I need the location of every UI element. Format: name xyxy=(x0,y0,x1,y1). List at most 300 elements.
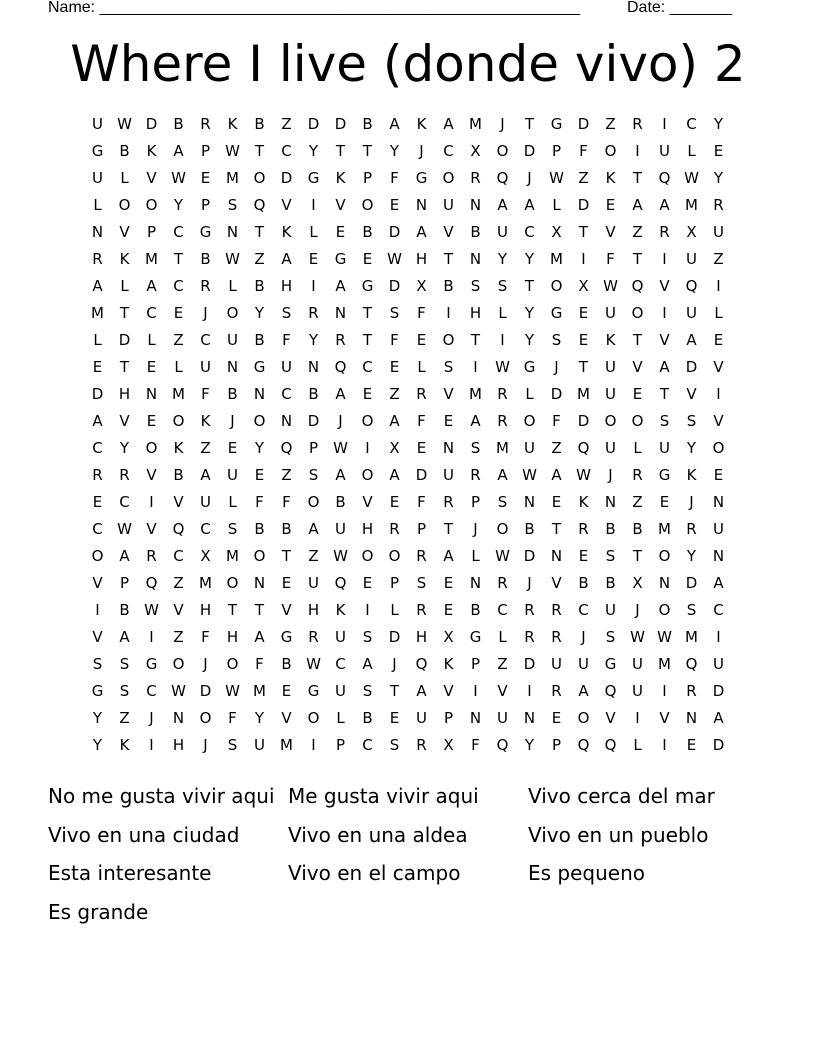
page-title: Where I live (donde vivo) 2 xyxy=(70,35,746,93)
grid-letter: T xyxy=(362,331,373,349)
grid-letter: R xyxy=(686,520,697,538)
grid-letter: L xyxy=(552,196,561,214)
grid-letter: N xyxy=(280,412,293,430)
grid-letter: G xyxy=(307,682,320,700)
grid-letter: J xyxy=(392,655,397,673)
grid-letter: L xyxy=(93,331,102,349)
grid-letter: F xyxy=(282,493,291,511)
grid-letter: S xyxy=(227,196,238,214)
grid-letter: P xyxy=(200,196,211,214)
grid-letter: T xyxy=(335,142,346,160)
grid-letter: R xyxy=(497,574,508,592)
grid-letter: H xyxy=(469,304,482,322)
grid-letter: U xyxy=(335,628,346,646)
grid-letter: O xyxy=(550,277,563,295)
grid-letter: W xyxy=(630,628,645,646)
grid-letter: Y xyxy=(524,304,535,322)
grid-letter: Z xyxy=(551,439,562,457)
grid-letter: T xyxy=(254,223,265,241)
grid-letter: A xyxy=(92,412,103,430)
grid-letter: F xyxy=(390,169,399,187)
grid-letter: E xyxy=(578,331,589,349)
grid-letter: F xyxy=(471,736,480,754)
grid-letter: E xyxy=(281,574,292,592)
grid-letter: K xyxy=(605,169,616,187)
grid-letter: R xyxy=(416,736,427,754)
grid-letter: R xyxy=(416,601,427,619)
grid-letter: P xyxy=(146,223,157,241)
grid-letter: U xyxy=(308,574,319,592)
grid-letter: V xyxy=(362,493,373,511)
header xyxy=(48,0,748,20)
grid-letter: O xyxy=(496,142,509,160)
grid-letter: G xyxy=(307,169,320,187)
grid-letter: S xyxy=(470,439,481,457)
grid-letter: M xyxy=(685,628,698,646)
grid-letter: U xyxy=(605,601,616,619)
grid-letter: P xyxy=(308,439,319,457)
grid-letter: O xyxy=(172,655,185,673)
grid-row xyxy=(84,627,732,654)
grid-letter: E xyxy=(389,709,400,727)
grid-letter: S xyxy=(362,682,373,700)
grid-letter: Y xyxy=(119,439,130,457)
grid-letter: V xyxy=(713,358,724,376)
grid-letter: Y xyxy=(686,547,697,565)
grid-letter: A xyxy=(281,250,292,268)
grid-letter: T xyxy=(281,547,292,565)
grid-letter: O xyxy=(253,169,266,187)
grid-letter: A xyxy=(335,385,346,403)
grid-letter: W xyxy=(603,277,618,295)
grid-letter: A xyxy=(443,547,454,565)
grid-letter: B xyxy=(524,520,535,538)
grid-letter: J xyxy=(500,115,505,133)
grid-letter: V xyxy=(173,601,184,619)
grid-letter: J xyxy=(527,574,532,592)
grid-letter: Y xyxy=(686,439,697,457)
grid-letter: B xyxy=(605,520,616,538)
grid-row xyxy=(84,303,732,330)
grid-letter: W xyxy=(306,655,321,673)
grid-letter: W xyxy=(495,547,510,565)
grid-row xyxy=(84,357,732,384)
grid-letter: P xyxy=(335,736,346,754)
grid-letter: N xyxy=(469,196,482,214)
grid-letter: H xyxy=(226,628,239,646)
grid-letter: J xyxy=(230,412,235,430)
grid-letter: F xyxy=(552,412,561,430)
grid-letter: N xyxy=(415,196,428,214)
grid-letter: I xyxy=(311,736,316,754)
grid-letter: D xyxy=(712,736,725,754)
grid-letter: I xyxy=(662,250,667,268)
grid-letter: A xyxy=(659,196,670,214)
grid-letter: B xyxy=(632,520,643,538)
grid-letter: U xyxy=(92,115,103,133)
grid-letter: K xyxy=(335,169,346,187)
grid-letter: O xyxy=(253,547,266,565)
grid-letter: G xyxy=(91,142,104,160)
grid-letter: D xyxy=(388,277,401,295)
grid-letter: R xyxy=(200,115,211,133)
grid-letter: G xyxy=(415,169,428,187)
grid-letter: R xyxy=(686,682,697,700)
grid-letter: E xyxy=(443,601,454,619)
grid-letter: L xyxy=(336,709,345,727)
grid-letter: Z xyxy=(713,250,724,268)
grid-letter: B xyxy=(173,466,184,484)
grid-letter: A xyxy=(254,628,265,646)
grid-letter: Z xyxy=(389,385,400,403)
grid-letter: H xyxy=(415,250,428,268)
grid-letter: I xyxy=(365,439,370,457)
grid-letter: T xyxy=(362,142,373,160)
grid-letter: Y xyxy=(254,709,265,727)
grid-letter: C xyxy=(173,223,184,241)
grid-letter: E xyxy=(308,250,319,268)
grid-letter: R xyxy=(470,169,481,187)
grid-row xyxy=(84,276,732,303)
grid-letter: S xyxy=(281,304,292,322)
grid-letter: S xyxy=(686,601,697,619)
grid-letter: M xyxy=(577,385,590,403)
grid-letter: D xyxy=(388,223,401,241)
grid-letter: E xyxy=(173,304,184,322)
grid-letter: V xyxy=(281,601,292,619)
grid-letter: O xyxy=(253,412,266,430)
grid-letter: O xyxy=(523,412,536,430)
word-list-item: Vivo en el campo xyxy=(288,861,461,886)
grid-letter: J xyxy=(419,142,424,160)
grid-letter: R xyxy=(551,628,562,646)
grid-letter: G xyxy=(658,466,671,484)
grid-letter: W xyxy=(117,520,132,538)
grid-letter: V xyxy=(281,196,292,214)
grid-letter: M xyxy=(469,115,482,133)
grid-letter: W xyxy=(657,628,672,646)
grid-letter: S xyxy=(686,412,697,430)
grid-letter: N xyxy=(550,547,563,565)
grid-letter: I xyxy=(716,628,721,646)
grid-letter: O xyxy=(226,304,239,322)
grid-letter: T xyxy=(578,223,589,241)
grid-letter: T xyxy=(389,682,400,700)
grid-letter: Q xyxy=(685,277,698,295)
grid-letter: N xyxy=(523,709,536,727)
grid-row xyxy=(84,249,732,276)
grid-letter: L xyxy=(228,493,237,511)
word-list-item: Vivo en una aldea xyxy=(288,822,468,847)
grid-letter: T xyxy=(362,304,373,322)
grid-letter: O xyxy=(631,412,644,430)
grid-letter: W xyxy=(225,142,240,160)
grid-letter: W xyxy=(225,682,240,700)
grid-letter: Z xyxy=(281,466,292,484)
grid-letter: O xyxy=(199,709,212,727)
grid-letter: Z xyxy=(632,223,643,241)
grid-letter: X xyxy=(200,547,211,565)
grid-letter: E xyxy=(632,385,643,403)
grid-letter: D xyxy=(415,466,428,484)
grid-letter: E xyxy=(200,169,211,187)
grid-letter: I xyxy=(149,736,154,754)
grid-letter: C xyxy=(146,682,157,700)
grid-letter: O xyxy=(631,304,644,322)
grid-letter: J xyxy=(554,358,559,376)
grid-letter: A xyxy=(200,466,211,484)
grid-letter: U xyxy=(200,493,211,511)
grid-letter: O xyxy=(118,196,131,214)
grid-letter: U xyxy=(524,439,535,457)
grid-letter: X xyxy=(443,736,454,754)
grid-letter: M xyxy=(91,304,104,322)
grid-letter: W xyxy=(333,547,348,565)
grid-letter: V xyxy=(281,709,292,727)
grid-letter: A xyxy=(497,196,508,214)
grid-letter: T xyxy=(632,250,643,268)
grid-letter: R xyxy=(551,682,562,700)
grid-letter: U xyxy=(335,682,346,700)
grid-letter: V xyxy=(686,385,697,403)
grid-letter: E xyxy=(92,493,103,511)
grid-letter: R xyxy=(308,628,319,646)
grid-letter: B xyxy=(362,115,373,133)
grid-letter: R xyxy=(92,466,103,484)
grid-letter: B xyxy=(605,574,616,592)
grid-letter: Q xyxy=(577,736,590,754)
grid-letter: F xyxy=(417,304,426,322)
grid-letter: Q xyxy=(415,655,428,673)
grid-letter: V xyxy=(443,385,454,403)
grid-letter: H xyxy=(415,628,428,646)
grid-letter: E xyxy=(254,466,265,484)
grid-letter: A xyxy=(389,412,400,430)
grid-letter: Q xyxy=(577,439,590,457)
grid-row xyxy=(84,519,732,546)
grid-letter: O xyxy=(172,412,185,430)
grid-letter: O xyxy=(361,547,374,565)
grid-letter: Y xyxy=(254,304,265,322)
grid-letter: O xyxy=(658,601,671,619)
grid-row xyxy=(84,546,732,573)
grid-letter: S xyxy=(119,655,130,673)
grid-letter: P xyxy=(389,574,400,592)
grid-letter: D xyxy=(307,115,320,133)
grid-letter: D xyxy=(577,115,590,133)
grid-row xyxy=(84,141,732,168)
grid-letter: T xyxy=(524,277,535,295)
grid-letter: I xyxy=(635,709,640,727)
grid-row xyxy=(84,330,732,357)
grid-letter: T xyxy=(254,142,265,160)
grid-letter: B xyxy=(254,115,265,133)
grid-letter: Y xyxy=(497,250,508,268)
grid-letter: U xyxy=(335,520,346,538)
grid-letter: K xyxy=(605,331,616,349)
grid-letter: L xyxy=(309,223,318,241)
grid-letter: V xyxy=(119,412,130,430)
grid-letter: M xyxy=(685,196,698,214)
grid-letter: R xyxy=(416,385,427,403)
grid-letter: U xyxy=(551,655,562,673)
grid-letter: A xyxy=(335,466,346,484)
grid-letter: X xyxy=(389,439,400,457)
grid-letter: H xyxy=(199,601,212,619)
grid-letter: M xyxy=(658,520,671,538)
grid-letter: O xyxy=(145,196,158,214)
grid-letter: W xyxy=(144,601,159,619)
grid-row xyxy=(84,438,732,465)
grid-letter: I xyxy=(365,601,370,619)
grid-letter: U xyxy=(713,520,724,538)
grid-letter: J xyxy=(473,520,478,538)
grid-letter: L xyxy=(471,547,480,565)
grid-letter: E xyxy=(551,709,562,727)
grid-letter: N xyxy=(226,358,239,376)
grid-letter: E xyxy=(92,358,103,376)
grid-letter: N xyxy=(712,493,725,511)
grid-letter: J xyxy=(149,709,154,727)
grid-letter: M xyxy=(658,655,671,673)
grid-letter: Z xyxy=(578,169,589,187)
grid-letter: L xyxy=(174,358,183,376)
grid-letter: B xyxy=(281,520,292,538)
grid-letter: V xyxy=(497,682,508,700)
grid-letter: O xyxy=(361,196,374,214)
grid-letter: I xyxy=(446,304,451,322)
grid-letter: B xyxy=(362,223,373,241)
name-field[interactable]: Name: ______________________________________________________ xyxy=(48,0,581,16)
grid-letter: W xyxy=(333,439,348,457)
grid-letter: I xyxy=(635,142,640,160)
grid-letter: O xyxy=(604,412,617,430)
grid-letter: U xyxy=(578,655,589,673)
grid-letter: U xyxy=(605,358,616,376)
grid-letter: U xyxy=(254,736,265,754)
grid-letter: K xyxy=(335,601,346,619)
grid-letter: T xyxy=(524,115,535,133)
grid-letter: Y xyxy=(524,736,535,754)
grid-letter: I xyxy=(716,385,721,403)
grid-letter: E xyxy=(551,493,562,511)
grid-letter: Y xyxy=(389,142,400,160)
grid-letter: D xyxy=(307,412,320,430)
grid-letter: Z xyxy=(605,115,616,133)
grid-letter: K xyxy=(443,655,454,673)
grid-letter: N xyxy=(469,574,482,592)
grid-letter: C xyxy=(92,520,103,538)
grid-letter: H xyxy=(361,520,374,538)
grid-row xyxy=(84,222,732,249)
grid-letter: M xyxy=(280,736,293,754)
grid-letter: U xyxy=(227,466,238,484)
grid-letter: K xyxy=(281,223,292,241)
grid-row xyxy=(84,411,732,438)
grid-letter: F xyxy=(255,493,264,511)
grid-letter: B xyxy=(362,709,373,727)
grid-letter: L xyxy=(93,196,102,214)
grid-letter: V xyxy=(146,520,157,538)
grid-letter: O xyxy=(307,709,320,727)
grid-letter: I xyxy=(473,682,478,700)
grid-letter: L xyxy=(390,601,399,619)
grid-letter: T xyxy=(227,601,238,619)
grid-letter: S xyxy=(605,547,616,565)
grid-letter: Z xyxy=(308,547,319,565)
grid-letter: A xyxy=(578,682,589,700)
grid-letter: C xyxy=(281,142,292,160)
word-list-item: No me gusta vivir aqui xyxy=(48,784,275,808)
grid-letter: Q xyxy=(334,574,347,592)
grid-letter: V xyxy=(335,196,346,214)
grid-row xyxy=(84,735,732,762)
grid-letter: B xyxy=(470,223,481,241)
grid-letter: D xyxy=(577,412,590,430)
grid-letter: Q xyxy=(604,682,617,700)
grid-letter: R xyxy=(416,547,427,565)
grid-letter: H xyxy=(172,736,185,754)
date-field[interactable]: Date: _______ xyxy=(627,0,732,16)
grid-letter: M xyxy=(496,439,509,457)
grid-letter: Q xyxy=(280,439,293,457)
grid-letter: D xyxy=(388,628,401,646)
grid-letter: C xyxy=(578,601,589,619)
grid-letter: O xyxy=(442,169,455,187)
grid-letter: K xyxy=(173,439,184,457)
grid-letter: M xyxy=(550,250,563,268)
grid-letter: J xyxy=(608,466,613,484)
grid-letter: O xyxy=(361,412,374,430)
grid-letter: E xyxy=(227,439,238,457)
grid-letter: F xyxy=(228,709,237,727)
grid-row xyxy=(84,654,732,681)
grid-letter: X xyxy=(578,277,589,295)
grid-letter: X xyxy=(443,628,454,646)
grid-letter: U xyxy=(605,385,616,403)
grid-letter: W xyxy=(225,250,240,268)
grid-letter: R xyxy=(389,520,400,538)
grid-letter: V xyxy=(713,412,724,430)
grid-letter: I xyxy=(662,736,667,754)
grid-letter: I xyxy=(581,250,586,268)
grid-letter: Y xyxy=(308,331,319,349)
grid-letter: B xyxy=(200,250,211,268)
grid-letter: U xyxy=(92,169,103,187)
grid-letter: D xyxy=(199,682,212,700)
grid-letter: V xyxy=(605,223,616,241)
grid-letter: I xyxy=(662,115,667,133)
grid-letter: R xyxy=(524,601,535,619)
grid-letter: R xyxy=(524,628,535,646)
grid-letter: D xyxy=(685,574,698,592)
grid-letter: W xyxy=(117,115,132,133)
grid-letter: O xyxy=(361,466,374,484)
grid-letter: R xyxy=(659,223,670,241)
grid-letter: A xyxy=(416,682,427,700)
grid-letter: J xyxy=(203,736,208,754)
grid-letter: K xyxy=(200,412,211,430)
grid-letter: E xyxy=(686,736,697,754)
grid-letter: U xyxy=(416,709,427,727)
grid-letter: O xyxy=(712,439,725,457)
grid-letter: F xyxy=(390,331,399,349)
grid-letter: Q xyxy=(685,655,698,673)
grid-letter: B xyxy=(254,277,265,295)
grid-letter: I xyxy=(716,277,721,295)
grid-letter: T xyxy=(632,331,643,349)
word-list-item: Esta interesante xyxy=(48,861,212,886)
